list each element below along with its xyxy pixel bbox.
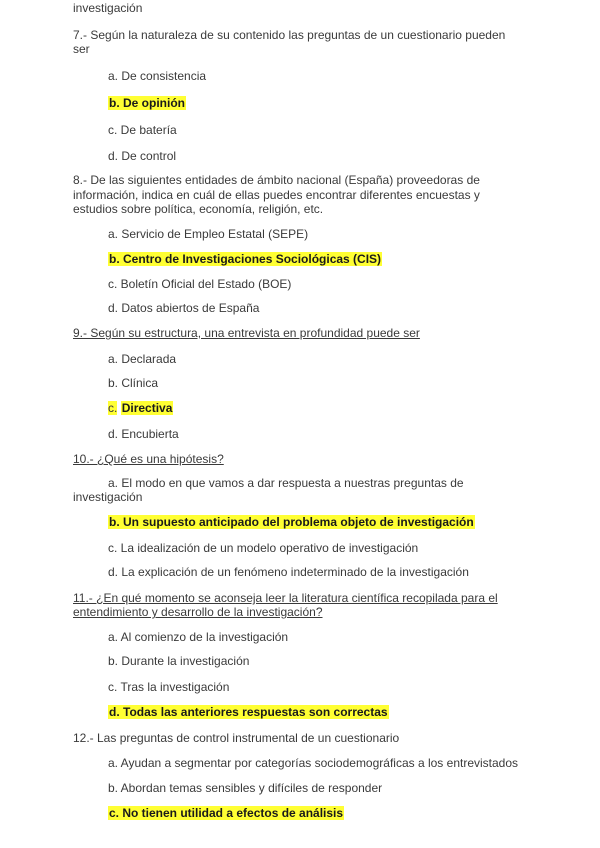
question-7-option-a: a. De consistencia <box>108 69 207 83</box>
question-11-option-a: a. Al comienzo de la investigación <box>108 630 289 644</box>
question-8-option-c: c. Boletín Oficial del Estado (BOE) <box>108 277 292 291</box>
question-7-option-b-correct: b. De opinión <box>109 96 185 110</box>
question-9-option-a: a. Declarada <box>108 352 177 366</box>
question-8-option-b-correct: b. Centro de Investigaciones Sociológicas (CIS) <box>109 252 382 266</box>
question-10-option-b-correct: b. Un supuesto anticipado del problema objeto de investigación <box>109 515 474 529</box>
question-8-text-line2: información, indica en cuál de ellas puedes encontrar diferentes encuestas y <box>73 188 480 202</box>
question-11-option-b: b. Durante la investigación <box>108 654 250 668</box>
question-10-text: 10.- ¿Qué es una hipótesis? <box>73 452 224 466</box>
question-11-text-line2: entendimiento y desarrollo de la investigación? <box>73 605 323 619</box>
question-8-option-a: a. Servicio de Empleo Estatal (SEPE) <box>108 227 309 241</box>
question-9-option-c-label: Directiva <box>121 401 173 415</box>
question-7-option-d: d. De control <box>108 149 177 163</box>
question-11-option-c: c. Tras la investigación <box>108 680 230 694</box>
question-9-option-c-letter: c. <box>108 401 118 415</box>
question-10-option-d: d. La explicación de un fenómeno indeterminado de la investigación <box>108 565 469 579</box>
question-9-option-d: d. Encubierta <box>108 427 179 441</box>
question-8-option-d: d. Datos abiertos de España <box>108 301 260 315</box>
question-11-text-line1: 11.- ¿En qué momento se aconseja leer la literatura científica recopilada para el <box>73 591 498 605</box>
question-11-option-d-correct: d. Todas las anteriores respuestas son correctas <box>109 705 388 719</box>
question-7-text-line1: 7.- Según la naturaleza de su contenido las preguntas de un cuestionario pueden <box>73 28 506 42</box>
question-8-text-line3: estudios sobre política, economía, religión, etc. <box>73 202 324 216</box>
question-9-option-c-correct <box>108 401 173 415</box>
prev-question-fragment: investigación <box>73 1 143 15</box>
question-12-option-b: b. Abordan temas sensibles y difíciles de responder <box>108 781 383 795</box>
question-7-option-c: c. De batería <box>108 123 177 137</box>
question-7-text-line2: ser <box>73 42 90 56</box>
question-10-option-c: c. La idealización de un modelo operativo de investigación <box>108 541 419 555</box>
question-10-option-a-line2: investigación <box>73 490 143 504</box>
question-9-option-b: b. Clínica <box>108 376 159 390</box>
question-12-option-c-correct: c. No tienen utilidad a efectos de análisis <box>109 806 344 820</box>
question-9-text: 9.- Según su estructura, una entrevista en profundidad puede ser <box>73 326 420 340</box>
question-12-option-a: a. Ayudan a segmentar por categorías sociodemográficas a los entrevistados <box>108 756 519 770</box>
question-12-text: 12.- Las preguntas de control instrumental de un cuestionario <box>73 731 400 745</box>
question-10-option-a-line1: a. El modo en que vamos a dar respuesta a nuestras preguntas de <box>108 476 464 490</box>
question-8-text-line1: 8.- De las siguientes entidades de ámbito nacional (España) proveedoras de <box>73 173 480 187</box>
